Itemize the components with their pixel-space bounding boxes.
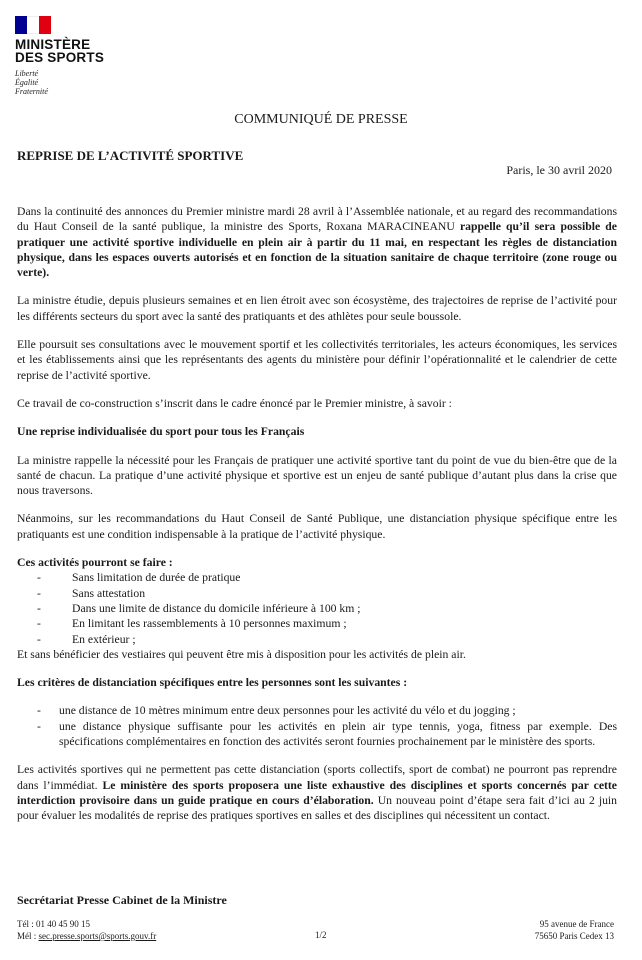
ministry-name-line2: DES SPORTS xyxy=(15,50,105,65)
section-heading-activities: Ces activités pourront se faire : xyxy=(17,556,173,570)
paragraph-study: La ministre étudie, depuis plusieurs semaines et en lien étroit avec son écosystème, des trajectoires de reprise de l’activité pour les différents secteurs du sport avec la santé des pratiquants et des athlètes pour seule boussole. xyxy=(17,294,617,323)
paragraph-consultations: Elle poursuit ses consultations avec le mouvement sportif et les collectivités territoriales, les acteurs économiques, les services et les établissements ainsi que les représentants des agents du ministère pour définir l’opérationnalité et le calendrier de cette reprise de l’activité sportive. xyxy=(17,338,617,382)
footer-phone: Tél : 01 40 45 90 15 xyxy=(17,919,90,929)
list-item: - une distance physique suffisante pour les activités en plein air type tennis, yoga, fitness par exemple. Des spécifications complémentaires en fonction des activités seront fournies prochainement par le ministère des sports. xyxy=(37,719,617,749)
document-body xyxy=(17,204,617,837)
document-title: COMMUNIQUÉ DE PRESSE xyxy=(234,112,408,127)
page-number: 1/2 xyxy=(315,930,327,940)
collective-sports-emphasis: Le ministère des sports proposera une liste exhaustive des disciplines et sports concernés par cette interdiction provisoire dans un guide pratique en cours d’élaboration. xyxy=(17,778,617,807)
french-flag-icon xyxy=(15,16,51,34)
ministry-name-line1: MINISTÈRE xyxy=(15,37,91,52)
footer-contact xyxy=(17,918,156,942)
paragraph-collective-sports: Les activités sportives qui ne permettent pas cette distanciation (sports collectifs, sport de combat) ne pourront pas reprendre dans l’immédiat. Le ministère des sports proposera une liste exhaustive des disciplines et sports concernés par cette interdiction provisoire dans un guide pratique en cours d’élaboration. Un nouveau point d’étape sera fait d’ici au 2 juin pour évaluer les modalités de reprise des pratiques sportives en salles et des disciplines qui nécessitent un contact. xyxy=(17,763,617,823)
motto-egalite: Égalité xyxy=(15,78,39,87)
republic-motto xyxy=(15,69,125,96)
paragraph-distancing: Néanmoins, sur les recommandations du Haut Conseil de Santé Publique, une distanciation physique spécifique entre les pratiquants est une condition indispensable à la pratique de l’activité physique. xyxy=(17,512,617,541)
paragraph-locker-rooms: Et sans bénéficier des vestiaires qui peuvent être mis à disposition pour les activités de plein air. xyxy=(17,647,466,661)
list-item: - Dans une limite de distance du domicile inférieure à 100 km ; xyxy=(37,601,361,615)
footer-address xyxy=(535,918,614,942)
paragraph-framework: Ce travail de co-construction s’inscrit dans le cadre énoncé par le Premier ministre, à savoir : xyxy=(17,396,452,410)
paragraph-intro: Dans la continuité des annonces du Premier ministre mardi 28 avril à l’Assemblée nationale, et au regard des recommandations du Haut Conseil de la santé publique, la ministre des Sports, Roxana MARACINEANU rappelle qu’il sera possible de pratiquer une activité sportive individuelle en plein air à partir du 11 mai, en respectant les règles de distanciation physique, dans les espaces ouverts autorisés et en fonction de la situation sanitaire de chaque territoire (zone rouge ou verte). xyxy=(17,205,617,280)
list-item: - En limitant les rassemblements à 10 personnes maximum ; xyxy=(37,617,347,631)
section-heading-individual: Une reprise individualisée du sport pour tous les Français xyxy=(17,425,305,439)
document-date: Paris, le 30 avril 2020 xyxy=(506,163,612,177)
section-heading-criteria: Les critères de distanciation spécifiques entre les personnes sont les suivantes : xyxy=(17,676,408,690)
email-link[interactable]: sec.presse.sports@sports.gouv.fr xyxy=(38,931,157,941)
footer-title: Secrétariat Presse Cabinet de la Ministre xyxy=(17,893,227,907)
list-item: - Sans attestation xyxy=(37,586,146,600)
list-item: - une distance de 10 mètres minimum entre deux personnes pour les activité du vélo et du jogging ; xyxy=(37,704,516,718)
activities-list xyxy=(17,570,617,646)
motto-fraternite: Fraternité xyxy=(15,87,48,96)
address-line2: 75650 Paris Cedex 13 xyxy=(534,931,614,941)
ministry-logo xyxy=(15,16,125,96)
intro-emphasis: rappelle qu’il sera possible de pratiquer une activité sportive individuelle en plein air à partir du 11 mai, en respectant les règles de distanciation physique, dans les espaces ouverts autorisés et en fonction de la situation sanitaire de chaque territoire (zone rouge ou verte). xyxy=(17,220,617,280)
paragraph-necessity: La ministre rappelle la nécessité pour les Français de pratiquer une activité sportive tant du point de vue du bien-être que de la santé de chacun. La pratique d’une activité physique et sportive est un enjeu de santé publique d’autant plus dans la crise que nous traversons. xyxy=(17,453,617,498)
motto-liberte: Liberté xyxy=(15,69,39,78)
list-item: - En extérieur ; xyxy=(37,632,136,646)
document-subject: REPRISE DE L’ACTIVITÉ SPORTIVE xyxy=(17,148,244,163)
ministry-name xyxy=(15,38,125,64)
list-item: - Sans limitation de durée de pratique xyxy=(37,571,241,585)
criteria-list xyxy=(17,703,617,749)
footer-email: Mél : sec.presse.sports@sports.gouv.fr xyxy=(17,931,157,941)
address-line1: 95 avenue de France xyxy=(539,919,614,929)
